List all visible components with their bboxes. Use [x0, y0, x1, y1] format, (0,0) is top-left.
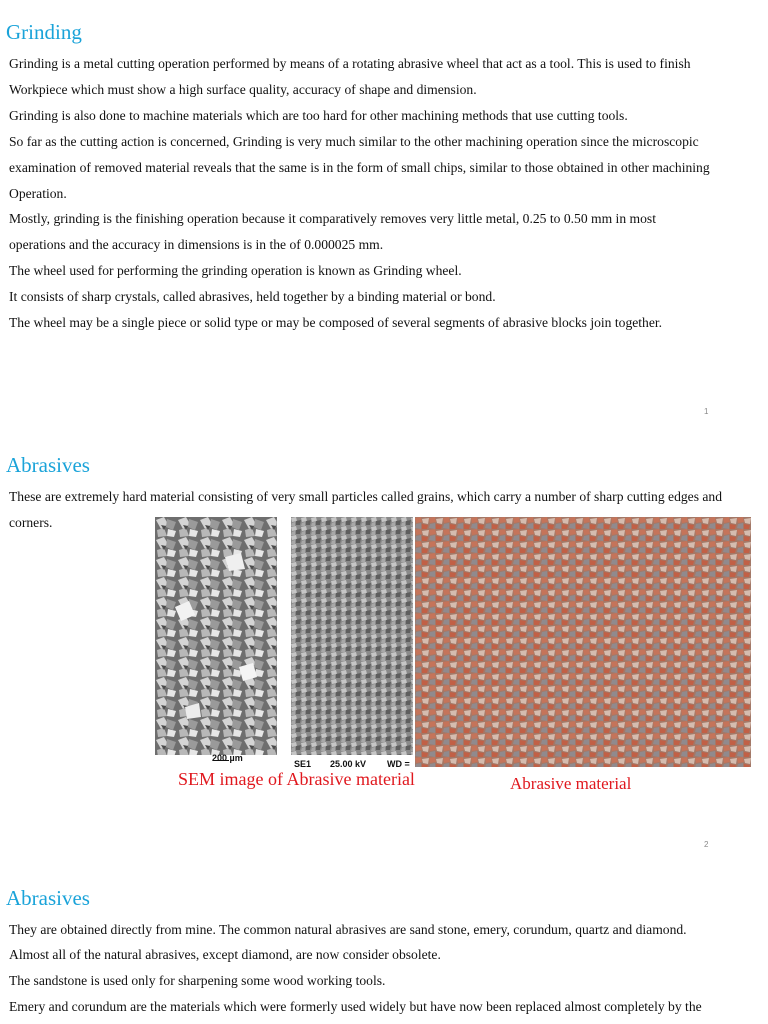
page-number: 2: [704, 840, 709, 849]
slide1-line: It consists of sharp crystals, called abrasives, held together by a binding material or bond.: [9, 289, 496, 304]
abrasive-material-photo: [415, 517, 751, 767]
caption-sem: SEM image of Abrasive material: [178, 769, 415, 789]
sem-scale-label: 200 µm: [212, 753, 243, 763]
slide1-line: examination of removed material reveals that the same is in the form of small chips, similar to those obtained in other machining: [9, 160, 710, 175]
slide2-line: These are extremely hard material consisting of very small particles called grains, which carry a number of sharp cutting edges and: [9, 489, 723, 504]
sem-info-wd: WD =: [387, 759, 410, 769]
slide1-line: The wheel may be a single piece or solid type or may be composed of several segments of abrasive blocks join together.: [9, 315, 663, 330]
sem-image-1-grains: [155, 517, 277, 755]
slide3-line: Almost all of the natural abrasives, except diamond, are now consider obsolete.: [9, 947, 441, 962]
slide1-line: Mostly, grinding is the finishing operation because it comparatively removes very little metal, 0.25 to 0.50 mm in most: [9, 211, 656, 226]
sem-image-2: [291, 517, 413, 770]
slide1-line: Grinding is a metal cutting operation performed by means of a rotating abrasive wheel that act as a tool. This is used to finish: [9, 56, 691, 71]
slide2-title: Abrasives: [6, 453, 90, 477]
slide1-line: Grinding is also done to machine materials which are too hard for other machining methods that use cutting tools.: [9, 108, 628, 123]
page-number: 1: [704, 407, 709, 416]
slide2-line: corners.: [9, 515, 53, 530]
slide3-title: Abrasives: [6, 886, 90, 910]
sem-image-1: [155, 517, 277, 770]
slide1-line: So far as the cutting action is concerned, Grinding is very much similar to the other machining operation since the microscopic: [9, 134, 699, 149]
sem-image-2-grains: [291, 517, 413, 755]
slide1-line: Workpiece which must show a high surface quality, accuracy of shape and dimension.: [9, 82, 477, 97]
slide3-line: The sandstone is used only for sharpening some wood working tools.: [9, 973, 386, 988]
slide1-title: Grinding: [6, 20, 82, 44]
slide1-line: Operation.: [9, 186, 67, 201]
sem-info-kv: 25.00 kV: [330, 759, 367, 769]
slide3-line: They are obtained directly from mine. The common natural abrasives are sand stone, emery, corundum, quartz and diamond.: [9, 922, 687, 937]
slide3-line: Emery and corundum are the materials which were formerly used widely but have now been replaced almost completely by the: [9, 999, 702, 1014]
slide1-line: The wheel used for performing the grinding operation is known as Grinding wheel.: [9, 263, 462, 278]
slide1-line: operations and the accuracy in dimensions is in the of 0.000025 mm.: [9, 237, 384, 252]
sem-info-se: SE1: [294, 759, 312, 769]
abrasive-material-grains: [415, 517, 751, 767]
caption-abrasive: Abrasive material: [510, 774, 632, 793]
